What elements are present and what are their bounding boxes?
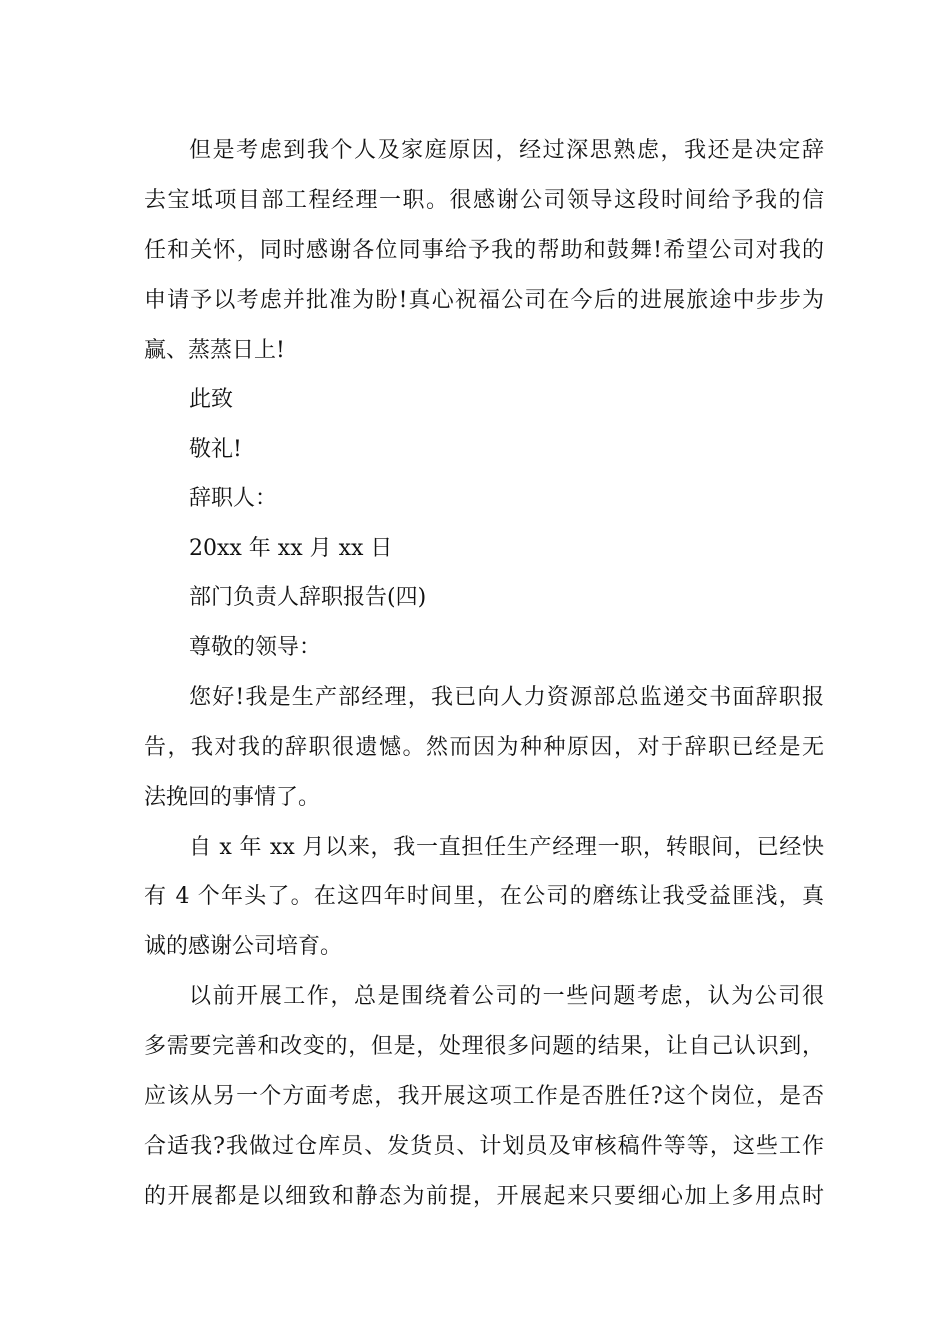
paragraph-line: 自 x 年 xx 月以来，我一直担任生产经理一职，转眼间，已经快 bbox=[189, 835, 824, 860]
paragraph-line: 多需要完善和改变的，但是，处理很多问题的结果，让自己认识到， bbox=[144, 1034, 824, 1059]
section-title: 部门负责人辞职报告(四) bbox=[189, 585, 427, 610]
paragraph-line: 以前开展工作，总是围绕着公司的一些问题考虑，认为公司很 bbox=[189, 984, 824, 1009]
paragraph-line: 申请予以考虑并批准为盼!真心祝福公司在今后的进展旅途中步步为 bbox=[144, 288, 824, 313]
paragraph-line: 去宝坻项目部工程经理一职。很感谢公司领导这段时间给予我的信 bbox=[144, 188, 824, 213]
paragraph-line: 合适我?我做过仓库员、发货员、计划员及审核稿件等等，这些工作 bbox=[144, 1134, 824, 1159]
greeting-line: 尊敬的领导： bbox=[189, 635, 322, 660]
paragraph-line: 告，我对我的辞职很遗憾。然而因为种种原因，对于辞职已经是无 bbox=[144, 735, 824, 760]
paragraph-line: 有 4 个年头了。在这四年时间里，在公司的磨练让我受益匪浅，真 bbox=[144, 884, 824, 909]
paragraph-line: 诚的感谢公司培育。 bbox=[144, 934, 343, 959]
paragraph-line: 应该从另一个方面考虑，我开展这项工作是否胜任?这个岗位，是否 bbox=[144, 1084, 824, 1109]
closing-salutation: 敬礼! bbox=[189, 437, 242, 462]
paragraph-line: 的开展都是以细致和静态为前提，开展起来只要细心加上多用点时 bbox=[144, 1184, 824, 1209]
date-line: 20xx 年 xx 月 xx 日 bbox=[189, 536, 393, 561]
signature-label: 辞职人： bbox=[189, 486, 278, 511]
paragraph-line: 但是考虑到我个人及家庭原因，经过深思熟虑，我还是决定辞 bbox=[189, 138, 824, 163]
paragraph-line: 任和关怀，同时感谢各位同事给予我的帮助和鼓舞!希望公司对我的 bbox=[144, 238, 824, 263]
paragraph-line: 您好!我是生产部经理，我已向人力资源部总监递交书面辞职报 bbox=[189, 685, 824, 710]
closing-line: 此致 bbox=[189, 387, 234, 412]
paragraph-line: 赢、蒸蒸日上! bbox=[144, 338, 285, 363]
paragraph-line: 法挽回的事情了。 bbox=[144, 785, 321, 810]
